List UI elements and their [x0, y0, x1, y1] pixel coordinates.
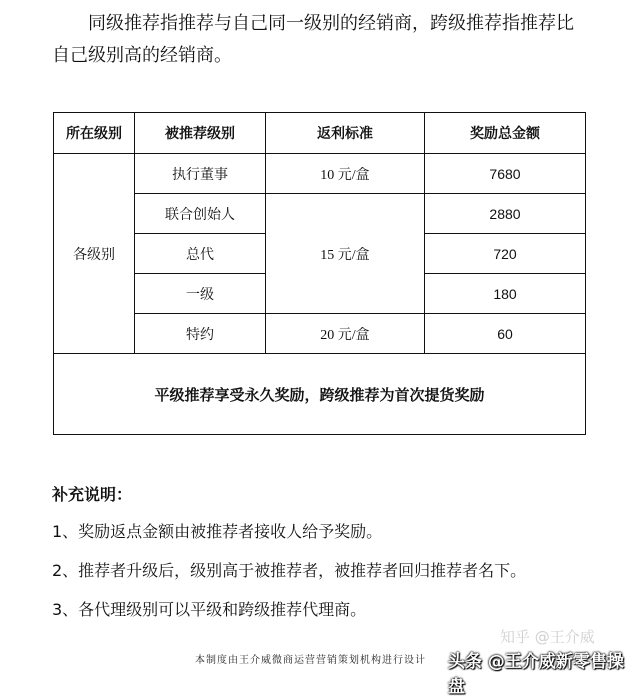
watermark: 头条 @王介威新零售操盘: [448, 652, 624, 697]
reward-table: [53, 112, 586, 435]
referred-level-cell: 执行董事: [135, 154, 266, 194]
referred-level-cell: 一级: [135, 274, 266, 314]
header-total-reward: 奖励总金额: [425, 113, 586, 154]
intro-line-2: 自己级别高的经销商。: [52, 45, 232, 66]
watermark-faint: 知乎 @王介威: [500, 628, 595, 646]
table-note-row: [54, 354, 586, 435]
group-label-cell: 各级别: [54, 154, 135, 354]
header-rebate-standard: 返利标准: [266, 113, 425, 154]
header-current-level: 所在级别: [54, 113, 135, 154]
referred-level-cell: 联合创始人: [135, 194, 266, 234]
amount-cell: 60: [425, 314, 586, 354]
amount-cell: 720: [425, 234, 586, 274]
rebate-cell: 15 元/盒: [266, 194, 425, 314]
table-note: 平级推荐享受永久奖励，跨级推荐为首次提货奖励: [54, 354, 586, 435]
amount-cell: 180: [425, 274, 586, 314]
intro-line-1: 同级推荐指推荐与自己同一级别的经销商，跨级推荐指推荐比: [88, 13, 574, 34]
supplement-item: 3、各代理级别可以平级和跨级推荐代理商。: [52, 600, 367, 619]
referred-level-cell: 总代: [135, 234, 266, 274]
header-referred-level: 被推荐级别: [135, 113, 266, 154]
supplement-item: 1、奖励返点金额由被推荐者接收人给予奖励。: [52, 522, 383, 541]
rebate-cell: 10 元/盒: [266, 154, 425, 194]
intro-paragraph: [52, 8, 592, 72]
amount-cell: 7680: [425, 154, 586, 194]
referred-level-cell: 特约: [135, 314, 266, 354]
table-header-row: [54, 113, 586, 154]
table-row: [54, 154, 586, 194]
amount-cell: 2880: [425, 194, 586, 234]
supplement-item: 2、推荐者升级后，级别高于被推荐者，被推荐者回归推荐者名下。: [52, 561, 527, 580]
supplement-title: 补充说明：: [52, 485, 133, 504]
footer-credit: 本制度由王介威微商运营营销策划机构进行设计: [195, 655, 426, 666]
rebate-cell: 20 元/盒: [266, 314, 425, 354]
